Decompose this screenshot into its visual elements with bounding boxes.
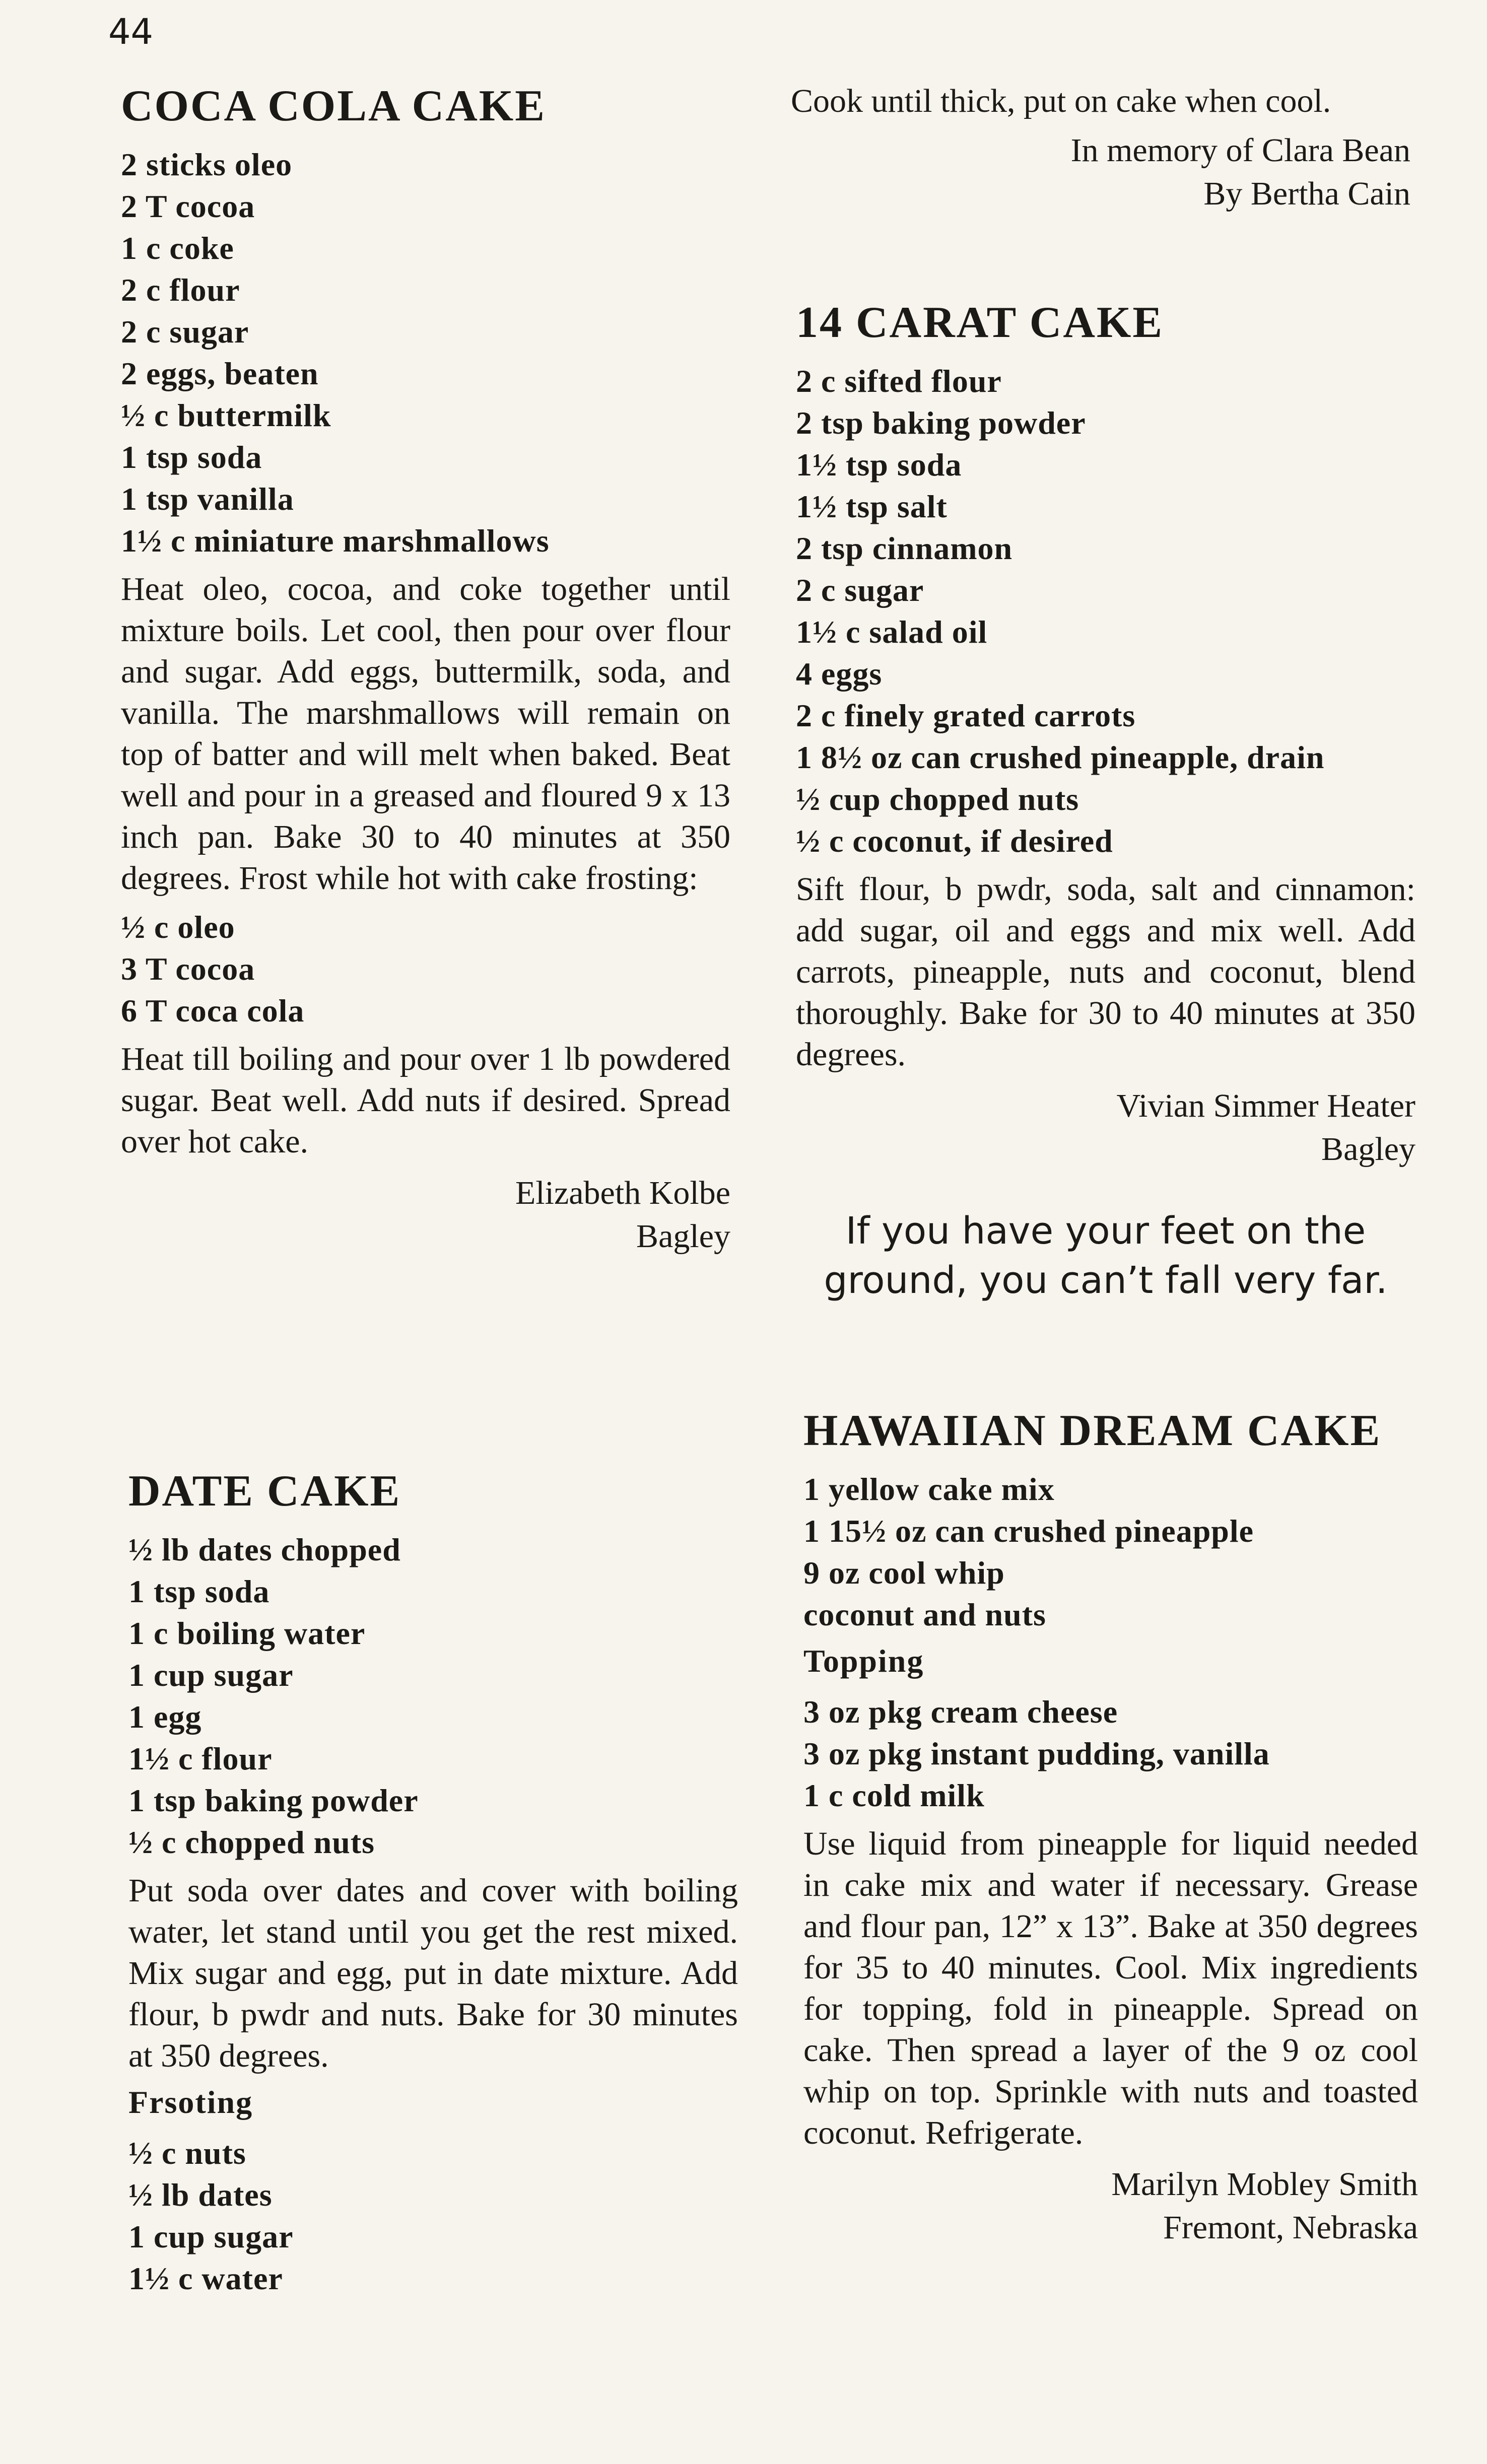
ingredient: 1½ tsp soda bbox=[796, 447, 962, 483]
frosting-directions: Heat till boiling and pour over 1 lb powdered sugar. Beat well. Add nuts if desired. Spread over hot cake. bbox=[121, 1041, 730, 1160]
recipe-credit bbox=[796, 1084, 1415, 1171]
ingredient: 2 c finely grated carrots bbox=[796, 698, 1136, 733]
ingredient: 1 tsp vanilla bbox=[121, 481, 294, 517]
ingredient: 2 c sifted flour bbox=[796, 363, 1002, 399]
page-number: 44 bbox=[108, 11, 154, 52]
credit-place: Bagley bbox=[1321, 1131, 1415, 1168]
ingredient: 2 T cocoa bbox=[121, 188, 255, 224]
ingredient: ½ c chopped nuts bbox=[128, 1824, 375, 1860]
recipe-coca-cola-cake bbox=[121, 81, 730, 1258]
ingredient: 2 tsp baking powder bbox=[796, 405, 1086, 441]
ingredient: 1½ tsp salt bbox=[796, 489, 948, 524]
ingredient: 1½ c flour bbox=[128, 1741, 273, 1776]
topping-list bbox=[803, 1691, 1418, 1816]
ingredient: 2 c sugar bbox=[121, 314, 249, 350]
ingredient: ½ c coconut, if desired bbox=[796, 823, 1113, 859]
frosting-list bbox=[128, 2132, 738, 2299]
ingredient: 2 eggs, beaten bbox=[121, 356, 319, 391]
frosting-heading: Frsoting bbox=[128, 2084, 253, 2120]
ingredient: 1 cup sugar bbox=[128, 1657, 294, 1693]
credit-place: Fremont, Nebraska bbox=[1163, 2209, 1418, 2246]
recipe-title: 14 CARAT CAKE bbox=[796, 298, 1164, 347]
recipe-hawaiian-dream-cake bbox=[803, 1405, 1418, 2249]
recipe-directions: Sift flour, b pwdr, soda, salt and cinnamon: add sugar, oil and eggs and mix well. Add carrots, pineapple, nuts and coconut, blend thoroughly. Bake for 30 to 40 minutes at 350 degrees. bbox=[796, 871, 1415, 1073]
recipe-credit bbox=[803, 2163, 1418, 2249]
ingredient: ½ c oleo bbox=[121, 909, 235, 945]
ingredient: 3 oz pkg instant pudding, vanilla bbox=[803, 1736, 1270, 1771]
ingredient: 1 egg bbox=[128, 1699, 202, 1735]
recipe-directions: Put soda over dates and cover with boiling water, let stand until you get the rest mixed. Mix sugar and egg, put in date mixture. Add flour, b pwdr and nuts. Bake for 30 minutes at 350 degrees. bbox=[128, 1872, 738, 2074]
frosting-list bbox=[121, 906, 730, 1032]
quote-line: ground, you can’t fall very far. bbox=[824, 1259, 1388, 1302]
ingredient: 1 yellow cake mix bbox=[803, 1471, 1055, 1507]
ingredient: ½ lb dates chopped bbox=[128, 1532, 401, 1567]
quote-line: If you have your feet on the bbox=[845, 1209, 1366, 1253]
topping-heading: Topping bbox=[803, 1643, 924, 1679]
ingredient: 1½ c salad oil bbox=[796, 614, 988, 650]
ingredient-list bbox=[803, 1468, 1418, 1635]
recipe-directions: Use liquid from pineapple for liquid needed in cake mix and water if necessary. Grease and flour pan, 12” x 13”. Bake at 350 degrees for 35 to 40 minutes. Cool. Mix ingredients for topping, fold in pineapple. Spread on cake. Then spread a layer of the 9 oz cool whip on top. Sprinkle with nuts and toasted coconut. Refrigerate. bbox=[803, 1825, 1418, 2151]
continued-directions: Cook until thick, put on cake when cool. bbox=[791, 83, 1331, 119]
memory-credit bbox=[791, 129, 1410, 216]
ingredient: 2 c sugar bbox=[796, 572, 924, 608]
ingredient: 1 8½ oz can crushed pineapple, drain bbox=[796, 739, 1325, 775]
credit-name: Vivian Simmer Heater bbox=[1116, 1087, 1415, 1124]
ingredient: 1½ c miniature marshmallows bbox=[121, 523, 550, 559]
ingredient: 4 eggs bbox=[796, 656, 883, 692]
ingredient: 2 sticks oleo bbox=[121, 147, 293, 182]
filler-quote bbox=[796, 1206, 1415, 1305]
recipe-title: HAWAIIAN DREAM CAKE bbox=[803, 1406, 1382, 1455]
ingredient: 9 oz cool whip bbox=[803, 1555, 1005, 1591]
recipe-credit bbox=[121, 1172, 730, 1258]
ingredient-list bbox=[128, 1529, 738, 1863]
recipe-14-carat-cake bbox=[796, 297, 1415, 1305]
memory-by: By Bertha Cain bbox=[1203, 175, 1410, 212]
ingredient: 1 c cold milk bbox=[803, 1777, 985, 1813]
ingredient: 1 c coke bbox=[121, 230, 234, 266]
ingredient: coconut and nuts bbox=[803, 1597, 1046, 1632]
recipe-continuation bbox=[791, 81, 1410, 216]
ingredient: 1 c boiling water bbox=[128, 1615, 366, 1651]
ingredient: ½ lb dates bbox=[128, 2177, 273, 2213]
ingredient: 1½ c water bbox=[128, 2261, 283, 2296]
ingredient: 1 15½ oz can crushed pineapple bbox=[803, 1513, 1254, 1549]
ingredient: 1 cup sugar bbox=[128, 2219, 294, 2254]
ingredient: 2 tsp cinnamon bbox=[796, 530, 1013, 566]
credit-name: Elizabeth Kolbe bbox=[515, 1175, 730, 1211]
ingredient: ½ c buttermilk bbox=[121, 397, 331, 433]
recipe-title: COCA COLA CAKE bbox=[121, 82, 546, 130]
ingredient-list bbox=[796, 360, 1415, 862]
ingredient: ½ c nuts bbox=[128, 2135, 246, 2171]
recipe-date-cake bbox=[128, 1466, 738, 2306]
ingredient-list bbox=[121, 144, 730, 562]
ingredient: 1 tsp soda bbox=[128, 1573, 270, 1609]
ingredient: 1 tsp soda bbox=[121, 439, 262, 475]
ingredient: 1 tsp baking powder bbox=[128, 1783, 419, 1818]
recipe-directions: Heat oleo, cocoa, and coke together until mixture boils. Let cool, then pour over flour and sugar. Add eggs, buttermilk, soda, and vanilla. The marshmallows will remain on top of batter and will melt when baked. Beat well and pour in a greased and floured 9 x 13 inch pan. Bake 30 to 40 minutes at 350 degrees. Frost while hot with cake frosting: bbox=[121, 571, 730, 897]
credit-name: Marilyn Mobley Smith bbox=[1111, 2166, 1418, 2203]
ingredient: 3 T cocoa bbox=[121, 951, 255, 987]
memory-line: In memory of Clara Bean bbox=[1070, 132, 1410, 169]
ingredient: ½ cup chopped nuts bbox=[796, 781, 1079, 817]
ingredient: 2 c flour bbox=[121, 272, 240, 308]
recipe-title: DATE CAKE bbox=[128, 1467, 401, 1516]
credit-place: Bagley bbox=[636, 1218, 730, 1255]
ingredient: 6 T coca cola bbox=[121, 993, 305, 1029]
ingredient: 3 oz pkg cream cheese bbox=[803, 1694, 1118, 1730]
